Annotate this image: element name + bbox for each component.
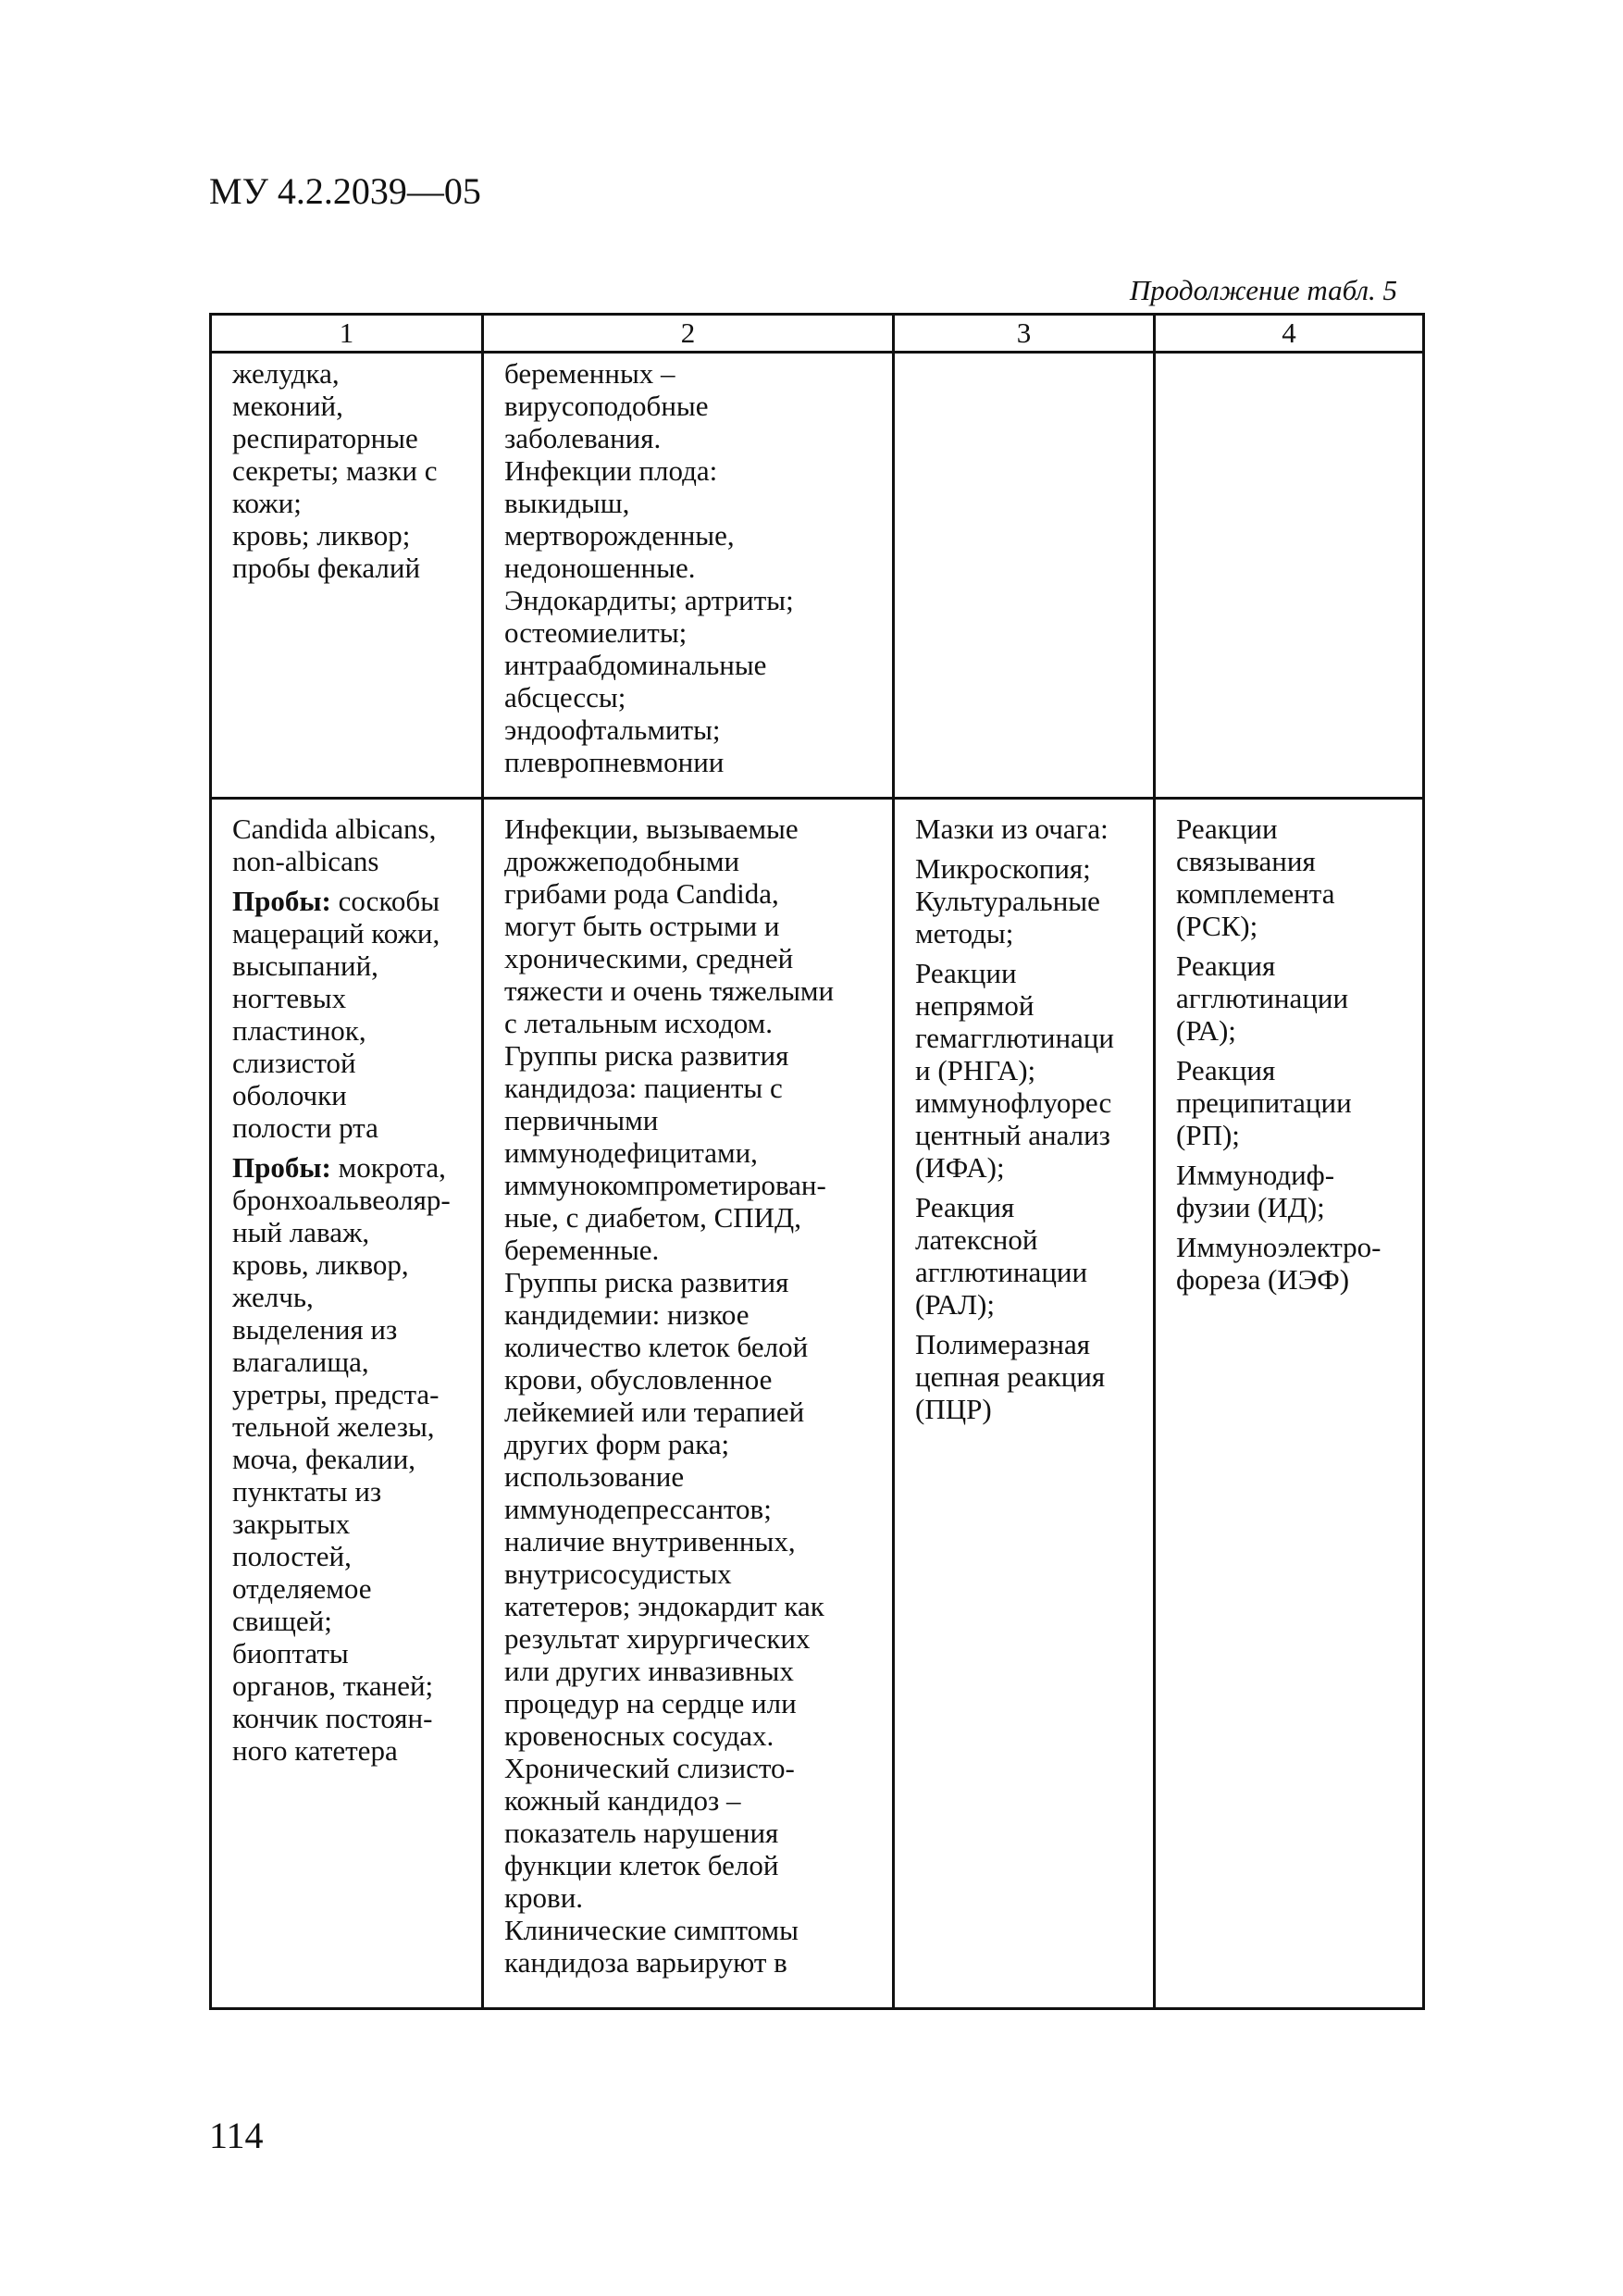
text-line: мертворожденные,	[504, 519, 735, 552]
column-header-4: 4	[1155, 315, 1424, 353]
text-line: ные, с диабетом, СПИД,	[504, 1201, 801, 1234]
text-line: кандидоза варьируют в	[504, 1946, 787, 1979]
text-line: Эндокардиты; артриты;	[504, 584, 794, 616]
text-line: Реакция	[915, 1191, 1015, 1223]
method-group	[1176, 1231, 1413, 1296]
text-line: грибами рода Candida,	[504, 877, 779, 910]
text-line: респираторные	[232, 422, 418, 454]
text-line: методы;	[915, 917, 1014, 949]
method-group	[915, 813, 1144, 845]
text-line: преципитации	[1176, 1086, 1352, 1119]
text-line: других форм рака;	[504, 1428, 730, 1460]
text-line: кровь, ликвор,	[232, 1248, 409, 1281]
text-line: тельной железы,	[232, 1410, 435, 1443]
text-line: функции клеток белой	[504, 1849, 779, 1881]
text-line: Candida albicans,	[232, 813, 437, 845]
text-line: первичными	[504, 1104, 659, 1136]
text-line: ногтевых	[232, 982, 347, 1014]
row1-col4-cell	[1155, 353, 1424, 799]
row2-col3-cell	[894, 799, 1155, 2009]
text-line: фузии (ИД);	[1176, 1191, 1325, 1223]
text-line: эндоофтальмиты;	[504, 714, 721, 746]
text-line: (ПЦР)	[915, 1393, 992, 1425]
text-line: уретры, предста-	[232, 1378, 440, 1410]
text-line: биоптаты	[232, 1637, 349, 1669]
text-line: тяжести и очень тяжелыми	[504, 974, 835, 1007]
text-line: агглютинации	[915, 1256, 1088, 1288]
row1-col3-cell	[894, 353, 1155, 799]
table-row	[211, 799, 1424, 2009]
text-line: пунктаты из	[232, 1475, 382, 1508]
text-line: вирусоподобные	[504, 390, 709, 422]
text-line: выделения из	[232, 1313, 398, 1346]
text-line: показатель нарушения	[504, 1817, 779, 1849]
text-line: использование	[504, 1460, 685, 1493]
text-line: комплемента	[1176, 877, 1335, 910]
text-line: пробы фекалий	[232, 552, 421, 584]
probes-group-2	[232, 1151, 472, 1767]
text-line: (РАЛ);	[915, 1288, 995, 1321]
text-line: органов, тканей;	[232, 1669, 434, 1702]
column-header-1: 1	[211, 315, 483, 353]
method-group	[915, 957, 1144, 1184]
text-line: Группы риска развития	[504, 1266, 789, 1298]
column-header-3: 3	[894, 315, 1155, 353]
row2-col4-cell	[1155, 799, 1424, 2009]
text-line: внутрисосудистых	[504, 1558, 732, 1590]
text-line: высыпаний,	[232, 949, 378, 982]
text-line: абсцессы;	[504, 681, 626, 714]
text-line: количество клеток белой	[504, 1331, 809, 1363]
probes-group-1	[232, 885, 472, 1144]
text-line: катетеров; эндокардит как	[504, 1590, 824, 1622]
text-line: моча, фекалии,	[232, 1443, 416, 1475]
text-line: и (РНГА);	[915, 1054, 1036, 1086]
text-line: Инфекции, вызываемые	[504, 813, 799, 845]
probes-text: соскобы	[330, 885, 440, 917]
text-line: влагалища,	[232, 1346, 369, 1378]
text-line: наличие внутривенных,	[504, 1525, 796, 1558]
text-line: секреты; мазки с	[232, 454, 438, 487]
document-code: МУ 4.2.2039—05	[209, 170, 481, 212]
text-line: латексной	[915, 1223, 1038, 1256]
text-line: кожный кандидоз –	[504, 1784, 741, 1817]
text-line: интраабдоминальные	[504, 649, 767, 681]
text-line: желчь,	[232, 1281, 314, 1313]
text-line: ный лаваж,	[232, 1216, 370, 1248]
text-line: недоношенные.	[504, 552, 696, 584]
text-line: кровеносных сосудах.	[504, 1719, 774, 1752]
text-line: Инфекции плода:	[504, 454, 718, 487]
text-line: хроническими, средней	[504, 942, 794, 974]
text-line: непрямой	[915, 989, 1035, 1022]
text-line: иммунодефицитами,	[504, 1136, 758, 1169]
text-line: non-albicans	[232, 845, 379, 877]
text-line: Культуральные	[915, 885, 1100, 917]
text-line: Реакция	[1176, 949, 1276, 982]
text-line: полостей,	[232, 1540, 352, 1572]
text-line: закрытых	[232, 1508, 351, 1540]
method-group	[1176, 1159, 1413, 1223]
text-line: кровь; ликвор;	[232, 519, 411, 552]
organism-name	[232, 813, 472, 877]
text-line: свищей;	[232, 1605, 332, 1637]
text-line: кончик постоян-	[232, 1702, 433, 1734]
text-line: меконий,	[232, 390, 343, 422]
text-line: связывания	[1176, 845, 1316, 877]
method-group	[915, 1328, 1144, 1425]
text-line: гемагглютинаци	[915, 1022, 1114, 1054]
text-line: выкидыш,	[504, 487, 630, 519]
text-line: Реакции	[1176, 813, 1278, 845]
text-line: Микроскопия;	[915, 852, 1091, 885]
text-line: крови.	[504, 1881, 584, 1914]
text-line: Реакции	[915, 957, 1017, 989]
text-line: лейкемией или терапией	[504, 1396, 805, 1428]
text-line: агглютинации	[1176, 982, 1349, 1014]
text-line: кандидоза: пациенты с	[504, 1072, 783, 1104]
text-line: (РП);	[1176, 1119, 1240, 1151]
row1-col2-cell	[483, 353, 894, 799]
method-group	[1176, 1054, 1413, 1151]
table-row	[211, 353, 1424, 799]
text-line: Иммунодиф-	[1176, 1159, 1335, 1191]
text-line: центный анализ	[915, 1119, 1110, 1151]
text-line: или других инвазивных	[504, 1655, 794, 1687]
text-line: Хронический слизисто-	[504, 1752, 795, 1784]
column-header-2: 2	[483, 315, 894, 353]
text-line: полости рта	[232, 1111, 378, 1144]
text-line: цепная реакция	[915, 1360, 1106, 1393]
text-line: могут быть острыми и	[504, 910, 780, 942]
text-line: остеомиелиты;	[504, 616, 688, 649]
text-line: кожи;	[232, 487, 302, 519]
row2-col1-cell	[211, 799, 483, 2009]
probes-text: мокрота,	[330, 1151, 446, 1184]
text-line: (ИФА);	[915, 1151, 1005, 1184]
probes-label: Пробы:	[232, 1151, 331, 1184]
table-header-row	[211, 315, 1424, 353]
method-group	[1176, 949, 1413, 1047]
text-line: плевропневмонии	[504, 746, 725, 778]
text-line: дрожжеподобными	[504, 845, 740, 877]
text-line: отделяемое	[232, 1572, 372, 1605]
text-line: беременные.	[504, 1234, 660, 1266]
row1-col1-cell	[211, 353, 483, 799]
text-line: Группы риска развития	[504, 1039, 789, 1072]
text-line: иммунокомпрометирован-	[504, 1169, 826, 1201]
text-line: результат хирургических	[504, 1622, 811, 1655]
text-line: кандидемии: низкое	[504, 1298, 750, 1331]
text-line: иммунодепрессантов;	[504, 1493, 772, 1525]
text-line: мацераций кожи,	[232, 917, 440, 949]
method-group	[915, 1191, 1144, 1321]
text-line: процедур на сердце или	[504, 1687, 797, 1719]
text-line: Мазки из очага:	[915, 813, 1109, 845]
text-line: Полимеразная	[915, 1328, 1091, 1360]
text-line: Клинические симптомы	[504, 1914, 799, 1946]
method-group	[1176, 813, 1413, 942]
text-line: фореза (ИЭФ)	[1176, 1263, 1350, 1296]
text-line: (РА);	[1176, 1014, 1236, 1047]
data-table	[209, 313, 1425, 2010]
text-line: желудка,	[232, 357, 340, 390]
text-line: слизистой	[232, 1047, 356, 1079]
text-line: оболочки	[232, 1079, 347, 1111]
text-line: Реакция	[1176, 1054, 1276, 1086]
row2-col2-cell	[483, 799, 894, 2009]
method-group	[915, 852, 1144, 949]
text-line: иммунофлуорес	[915, 1086, 1112, 1119]
page-number: 114	[209, 2115, 264, 2156]
text-line: (РСК);	[1176, 910, 1258, 942]
text-line: ного катетера	[232, 1734, 398, 1767]
probes-label: Пробы:	[232, 885, 331, 917]
text-line: Иммуноэлектро-	[1176, 1231, 1381, 1263]
text-line: бронхоальвеоляр-	[232, 1184, 451, 1216]
text-line: заболевания.	[504, 422, 662, 454]
table-continuation-caption: Продолжение табл. 5	[1129, 274, 1397, 306]
text-line: пластинок,	[232, 1014, 366, 1047]
text-line: с летальным исходом.	[504, 1007, 774, 1039]
text-line: беременных –	[504, 357, 675, 390]
text-line: крови, обусловленное	[504, 1363, 773, 1396]
